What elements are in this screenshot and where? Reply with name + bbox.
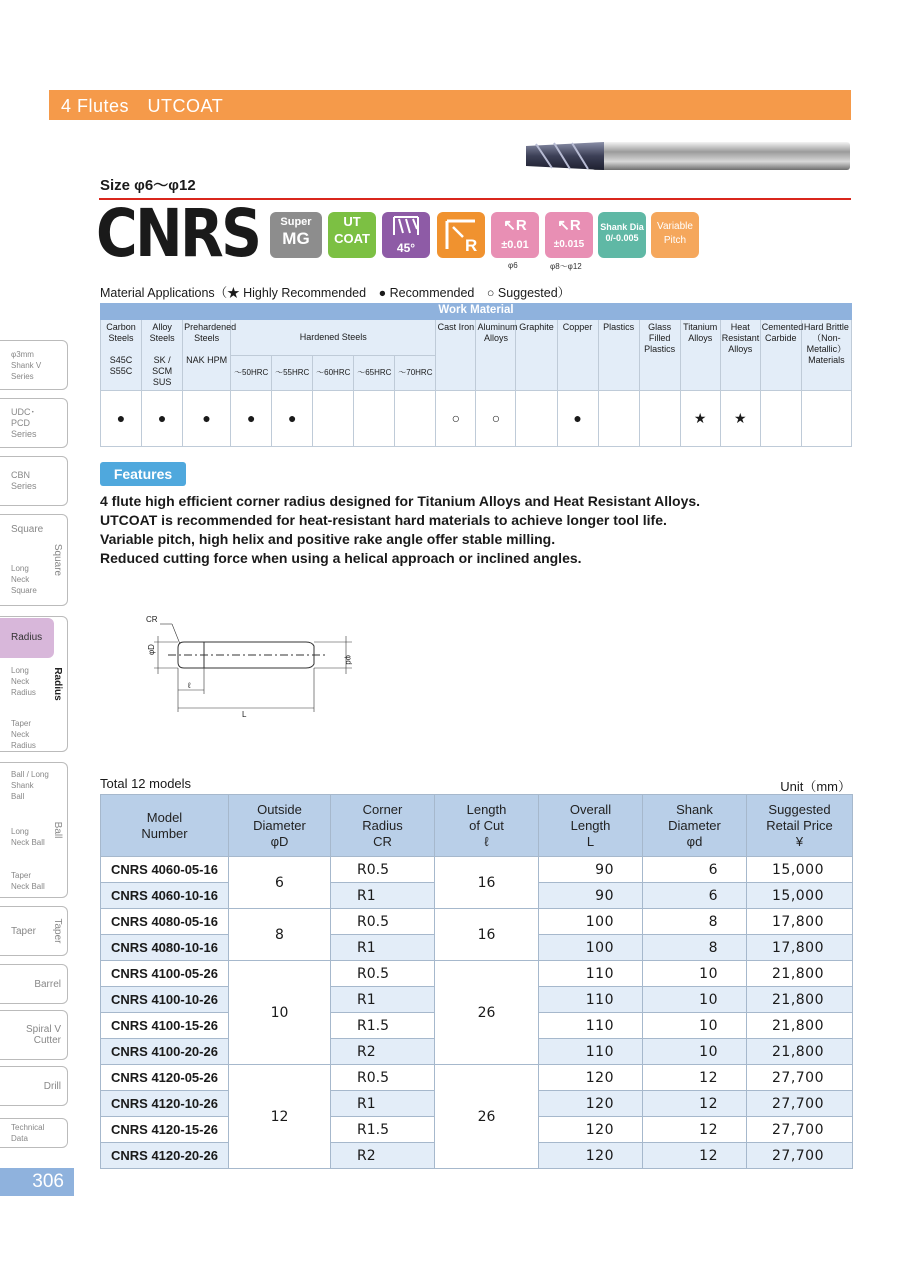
side-tab-sublabel: Long Neck Radius <box>11 666 36 697</box>
side-tab-label: Spiral V Cutter <box>25 1024 61 1046</box>
side-tab-barrel[interactable] <box>0 964 68 1004</box>
prehardened-steels-header <box>183 320 237 391</box>
table-row <box>101 857 853 883</box>
header-line: Number <box>141 825 188 841</box>
side-tab-square[interactable] <box>0 514 68 606</box>
header-line: Corner <box>362 801 403 817</box>
variable-pitch-badge <box>651 212 699 258</box>
sd-cell: 6 <box>643 857 747 883</box>
sd-cell: 6 <box>643 883 747 909</box>
price-cell: 17,800 <box>747 935 853 961</box>
mark-cell <box>313 391 354 447</box>
model-number-header <box>101 795 229 857</box>
header-line: Suggested <box>768 801 831 817</box>
side-tab-drill[interactable] <box>0 1066 68 1106</box>
oal-cell: 90 <box>539 883 643 909</box>
header-line: Length <box>466 801 507 817</box>
header-line: Retail Price <box>766 817 833 833</box>
price-cell: 15,000 <box>747 883 853 909</box>
table-row <box>101 909 853 935</box>
badge-line2: 45° <box>396 241 416 255</box>
sd-cell: 8 <box>643 909 747 935</box>
mark-cell: ● <box>142 391 183 447</box>
od-cell: 10 <box>229 961 331 1065</box>
cast-iron-header: Cast Iron <box>436 320 476 391</box>
model-cell: CNRS 4100-10-26 <box>101 987 229 1013</box>
badge-line1: R <box>515 217 527 234</box>
side-tab-vertical: Radius <box>52 667 63 701</box>
mark-cell: ● <box>272 391 313 447</box>
price-cell: 15,000 <box>747 857 853 883</box>
cr-cell: R1.5 <box>331 1013 435 1039</box>
badge-line1: Variable <box>657 221 693 232</box>
feature-line: Variable pitch, high helix and positive rake angle offer stable milling. <box>100 531 556 547</box>
cr-cell: R1 <box>331 1091 435 1117</box>
helix-icon <box>391 215 421 237</box>
header-line: Length <box>570 817 611 833</box>
hardened-steels-header: Hardened Steels <box>231 320 436 356</box>
sd-cell: 10 <box>643 961 747 987</box>
model-cell: CNRS 4080-10-16 <box>101 935 229 961</box>
features-list <box>100 492 700 568</box>
feature-line: Reduced cutting force when using a helical approach or inclined angles. <box>100 550 582 566</box>
carbon-steels-header <box>101 320 142 391</box>
shank-diameter-label: φd <box>344 655 353 665</box>
price-cell: 21,800 <box>747 987 853 1013</box>
side-tab-label: Drill <box>43 1080 61 1092</box>
hrc-70-header: ～70HRC <box>395 355 436 391</box>
cr-cell: R1 <box>331 935 435 961</box>
price-cell: 21,800 <box>747 1039 853 1065</box>
side-tab-taper[interactable] <box>0 906 68 956</box>
cemented-carbide-header: Cemented Carbide <box>760 320 801 391</box>
hard-brittle-header: Hard Brittle（Non-Metallic）Materials <box>801 320 851 391</box>
end-mill-image <box>522 138 852 174</box>
hrc-55-header: ～55HRC <box>272 355 313 391</box>
side-tab-udc-pcd[interactable] <box>0 398 68 448</box>
sd-cell: 10 <box>643 1039 747 1065</box>
oal-cell: 110 <box>539 1039 643 1065</box>
badge-line1: Shank Dia <box>600 222 644 232</box>
aluminum-alloys-header: Aluminum Alloys <box>476 320 516 391</box>
mark-cell <box>639 391 680 447</box>
titanium-alloys-header: Titanium Alloys <box>680 320 720 391</box>
total-models: Total 12 models <box>100 776 192 791</box>
badge-line1: R <box>569 217 581 234</box>
loc-cell: 16 <box>435 857 539 909</box>
badge-line2: R <box>465 236 478 255</box>
side-tab-radius-active[interactable]: Radius <box>0 618 54 658</box>
price-cell: 27,700 <box>747 1065 853 1091</box>
radius-tolerance-6-badge <box>491 212 539 258</box>
mark-cell <box>516 391 557 447</box>
corner-radius-badge <box>437 212 485 258</box>
badge-line2: Pitch <box>663 235 687 246</box>
shank-diameter-header <box>643 795 747 857</box>
side-tab-label: Barrel <box>34 978 61 990</box>
model-cell: CNRS 4100-15-26 <box>101 1013 229 1039</box>
sd-cell: 12 <box>643 1117 747 1143</box>
sd-cell: 10 <box>643 987 747 1013</box>
header-line: Model <box>146 809 183 825</box>
mark-cell: ● <box>101 391 142 447</box>
outside-diameter-header <box>229 795 331 857</box>
mark-cell <box>395 391 436 447</box>
mark-cell: ● <box>183 391 231 447</box>
overall-length-header <box>539 795 643 857</box>
hrc-50-header: ～50HRC <box>231 355 272 391</box>
price-header <box>747 795 853 857</box>
tool-dimension-drawing <box>138 610 368 720</box>
side-tab-sublabel: Taper Neck Radius <box>11 719 36 750</box>
model-cell: CNRS 4060-10-16 <box>101 883 229 909</box>
side-tab-sublabel: Taper Neck Ball <box>11 870 45 891</box>
badge-line2: MG <box>282 229 310 248</box>
model-table <box>100 794 853 1169</box>
utcoat-badge <box>328 212 376 258</box>
loc-cell: 16 <box>435 909 539 961</box>
size-range: Size φ6～φ12 <box>100 177 196 194</box>
alloy-steels-header <box>142 320 183 391</box>
badge-line2: ±0.01 <box>501 239 529 251</box>
feature-line: 4 flute high efficient corner radius designed for Titanium Alloys and Heat Resistant Alloys. <box>100 493 701 509</box>
oal-cell: 120 <box>539 1091 643 1117</box>
side-tab-vertical: Ball <box>52 821 63 839</box>
side-tab-label: UDC･PCD Series <box>11 406 37 439</box>
length-of-cut-label: ℓ <box>188 681 191 690</box>
badge-line2: ±0.015 <box>553 239 585 250</box>
sd-cell: 10 <box>643 1013 747 1039</box>
cr-cell: R1 <box>331 987 435 1013</box>
cr-label: CR <box>146 615 158 624</box>
od-cell: 8 <box>229 909 331 961</box>
radius-tolerance-8-12-badge <box>545 212 593 258</box>
side-tab-cbn[interactable] <box>0 456 68 506</box>
cr-cell: R1.5 <box>331 1117 435 1143</box>
price-cell: 27,700 <box>747 1143 853 1169</box>
model-cell: CNRS 4100-20-26 <box>101 1039 229 1065</box>
hrc-60-header: ～60HRC <box>313 355 354 391</box>
work-material-title: Work Material <box>101 304 852 320</box>
loc-cell: 26 <box>435 1065 539 1169</box>
header-line: Radius <box>362 817 403 833</box>
side-tab-label: Technical Data <box>11 1123 45 1143</box>
header-sublabel: SK / SCM SUS <box>152 355 173 387</box>
oal-cell: 120 <box>539 1065 643 1091</box>
model-cell: CNRS 4120-05-26 <box>101 1065 229 1091</box>
header-line: Diameter <box>668 817 721 833</box>
oal-cell: 90 <box>539 857 643 883</box>
cr-cell: R0.5 <box>331 857 435 883</box>
side-tab-vertical: Taper <box>52 918 63 944</box>
mark-cell <box>760 391 801 447</box>
table-row <box>101 961 853 987</box>
side-tab-sublabel: Long Neck Square <box>11 564 37 595</box>
side-tab-sublabel: Long Neck Ball <box>11 826 45 847</box>
model-cell: CNRS 4080-05-16 <box>101 909 229 935</box>
oal-cell: 110 <box>539 1013 643 1039</box>
mark-cell <box>598 391 639 447</box>
mark-cell: ● <box>557 391 598 447</box>
mark-cell: ★ <box>680 391 720 447</box>
sd-cell: 12 <box>643 1143 747 1169</box>
section-header: 4 Flutes UTCOAT <box>49 90 851 120</box>
cr-cell: R0.5 <box>331 961 435 987</box>
side-tab-label: CBN Series <box>11 470 37 491</box>
badge-line2: COAT <box>334 231 370 246</box>
side-tab-label: Taper <box>11 925 37 937</box>
mark-cell: ● <box>231 391 272 447</box>
side-tab-spiral[interactable] <box>0 1010 68 1060</box>
side-tab-ball[interactable] <box>0 762 68 898</box>
oal-cell: 120 <box>539 1143 643 1169</box>
cr-cell: R1 <box>331 883 435 909</box>
model-cell: CNRS 4120-20-26 <box>101 1143 229 1169</box>
mark-cell <box>354 391 395 447</box>
unit-label: Unit（mm） <box>780 779 851 794</box>
copper-header: Copper <box>557 320 598 391</box>
header-sublabel: S45C S55C <box>109 355 133 376</box>
cr-cell: R0.5 <box>331 1065 435 1091</box>
graphite-header: Graphite <box>516 320 557 391</box>
price-cell: 17,800 <box>747 909 853 935</box>
corner-radius-icon <box>441 215 481 255</box>
header-line: Overall <box>569 801 612 817</box>
header-line: of Cut <box>469 817 504 833</box>
header-line: ¥ <box>795 833 804 849</box>
header-line: φd <box>686 833 703 849</box>
radius-tolerance-icon: ↖R <box>557 217 581 234</box>
mark-cell <box>801 391 851 447</box>
heat-resistant-alloys-header: Heat Resistant Alloys <box>720 320 760 391</box>
badge-line2: 0/-0.005 <box>605 233 639 243</box>
od-cell: 6 <box>229 857 331 909</box>
side-tab-shank-v[interactable] <box>0 340 68 390</box>
cr-cell: R2 <box>331 1143 435 1169</box>
glass-filled-plastics-header: Glass Filled Plastics <box>639 320 680 391</box>
header-sublabel: NAK HPM <box>186 355 228 365</box>
price-cell: 21,800 <box>747 961 853 987</box>
oal-cell: 110 <box>539 987 643 1013</box>
price-cell: 21,800 <box>747 1013 853 1039</box>
product-name: CNRS <box>96 195 260 272</box>
overall-length-label: L <box>242 710 247 719</box>
header-label: Carbon Steels <box>106 322 136 343</box>
price-cell: 27,700 <box>747 1117 853 1143</box>
loc-cell: 26 <box>435 961 539 1065</box>
cr-cell: R0.5 <box>331 909 435 935</box>
side-tab-label: Square <box>11 524 44 535</box>
header-line: ℓ <box>484 833 489 849</box>
material-applications-legend: Material Applications（★ Highly Recommended ● Recommended ○ Suggested） <box>100 286 571 300</box>
oal-cell: 100 <box>539 935 643 961</box>
page-number: 306 <box>0 1168 74 1196</box>
shank-dia-badge <box>598 212 646 258</box>
header-line: Outside <box>257 801 302 817</box>
header-line: L <box>586 833 595 849</box>
corner-radius-header <box>331 795 435 857</box>
header-label: Alloy Steels <box>149 322 175 343</box>
model-cell: CNRS 4060-05-16 <box>101 857 229 883</box>
badge-line1: UT <box>343 214 361 229</box>
od-cell: 12 <box>229 1065 331 1169</box>
mark-cell: ★ <box>720 391 760 447</box>
features-tag: Features <box>100 462 186 486</box>
model-cell: CNRS 4120-15-26 <box>101 1117 229 1143</box>
side-tab-vertical: Square <box>52 543 63 577</box>
super-mg-badge <box>270 212 322 258</box>
mark-cell: ○ <box>436 391 476 447</box>
model-cell: CNRS 4100-05-26 <box>101 961 229 987</box>
oal-cell: 110 <box>539 961 643 987</box>
table-row <box>101 1065 853 1091</box>
badge-line1: Super <box>280 216 312 228</box>
sd-cell: 12 <box>643 1091 747 1117</box>
oal-cell: 100 <box>539 909 643 935</box>
side-tab-label: φ3mm Shank V Series <box>11 349 42 381</box>
sd-cell: 8 <box>643 935 747 961</box>
header-label: Prehardened Steels <box>184 322 237 343</box>
cr-cell: R2 <box>331 1039 435 1065</box>
feature-line: UTCOAT is recommended for heat-resistant hard materials to achieve longer tool life. <box>100 512 667 528</box>
header-line: CR <box>373 833 392 849</box>
price-cell: 27,700 <box>747 1091 853 1117</box>
oal-cell: 120 <box>539 1117 643 1143</box>
header-line: Shank <box>676 801 713 817</box>
header-line: Diameter <box>253 817 306 833</box>
side-tab-sublabel: Ball / Long Shank Ball <box>11 769 49 801</box>
badge-note: φ8～φ12 <box>550 262 582 271</box>
sd-cell: 12 <box>643 1065 747 1091</box>
side-tab-technical[interactable] <box>0 1118 68 1148</box>
outside-diameter-label: φD <box>147 644 156 655</box>
length-of-cut-header <box>435 795 539 857</box>
hrc-65-header: ～65HRC <box>354 355 395 391</box>
header-line: φD <box>270 833 289 849</box>
work-material-table <box>100 303 852 447</box>
plastics-header: Plastics <box>598 320 639 391</box>
radius-tolerance-icon: ↖R <box>503 217 527 234</box>
badge-note: φ6 <box>508 261 518 270</box>
helix-45-badge <box>382 212 430 258</box>
mark-cell: ○ <box>476 391 516 447</box>
model-cell: CNRS 4120-10-26 <box>101 1091 229 1117</box>
